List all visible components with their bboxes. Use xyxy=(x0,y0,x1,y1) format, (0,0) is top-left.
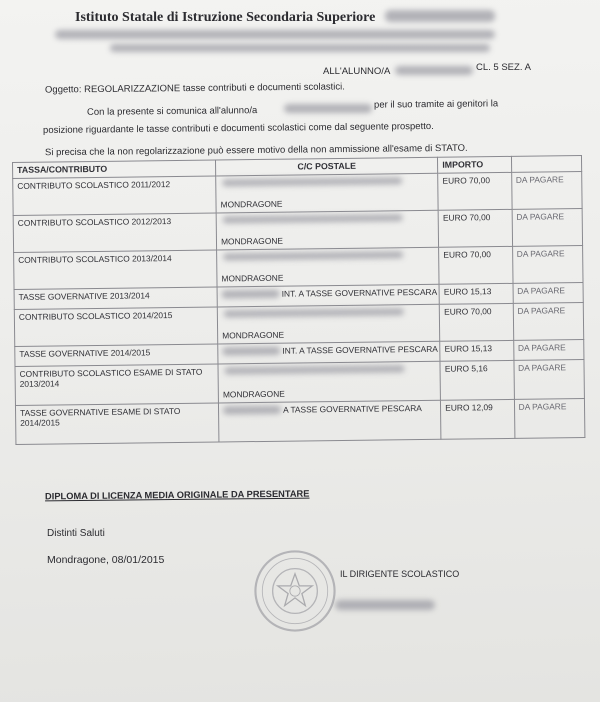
cell-importo: EURO 5,16 xyxy=(440,360,514,400)
place-date: Mondragone, 08/01/2015 xyxy=(47,554,165,566)
header-stato xyxy=(511,156,582,173)
redacted-account-number xyxy=(222,177,402,186)
cell-tassa: TASSE GOVERNATIVE 2014/2015 xyxy=(15,344,218,366)
cell-cc xyxy=(218,361,441,403)
cell-cc xyxy=(216,173,439,213)
subject-line xyxy=(45,81,345,95)
cell-cc xyxy=(218,341,440,364)
cell-stato: DA PAGARE xyxy=(513,340,584,361)
header-tassa: TASSA/CONTRIBUTO xyxy=(13,160,216,178)
redacted-address-line xyxy=(55,30,495,39)
subject-label: Oggetto: xyxy=(44,84,82,96)
school-seal-icon xyxy=(252,548,338,634)
cell-cc xyxy=(219,400,442,442)
cell-tassa: CONTRIBUTO SCOLASTICO ESAME DI STATO 2013/2014 xyxy=(15,364,219,405)
cell-importo: EURO 70,00 xyxy=(438,172,512,210)
addressee-class: CL. 5 SEZ. A xyxy=(476,62,531,73)
cell-importo: EURO 15,13 xyxy=(440,340,514,361)
redacted-account-number xyxy=(222,290,280,299)
cell-cc-text: MONDRAGONE xyxy=(221,272,284,284)
cell-cc-text: MONDRAGONE xyxy=(220,198,283,210)
cell-tassa: CONTRIBUTO SCOLASTICO 2011/2012 xyxy=(13,176,216,215)
redacted-account-number xyxy=(225,365,405,374)
cell-importo: EURO 15,13 xyxy=(439,283,513,304)
institute-name: Istituto Statale di Istruzione Secondaria Superiore xyxy=(75,10,376,25)
body-line-1-start: Con la presente si comunica all'alunno/a xyxy=(86,105,258,118)
cell-cc-text: MONDRAGONE xyxy=(222,388,285,400)
cell-cc-text: MONDRAGONE xyxy=(220,235,283,247)
cell-stato: DA PAGARE xyxy=(513,303,584,341)
cell-importo: EURO 12,09 xyxy=(441,399,515,439)
cell-tassa: TASSE GOVERNATIVE 2013/2014 xyxy=(14,287,217,309)
header-cc-postale: C/C POSTALE xyxy=(216,157,438,176)
principal-title: IL DIRIGENTE SCOLASTICO xyxy=(340,569,460,579)
redacted-institute-suffix xyxy=(385,10,495,22)
cell-cc xyxy=(217,284,439,307)
cell-importo: EURO 70,00 xyxy=(438,209,512,247)
redacted-account-number xyxy=(223,251,403,260)
redacted-signature xyxy=(335,600,435,610)
cell-importo: EURO 70,00 xyxy=(439,303,513,341)
cell-tassa: CONTRIBUTO SCOLASTICO 2013/2014 xyxy=(14,250,217,289)
cell-tassa: CONTRIBUTO SCOLASTICO 2014/2015 xyxy=(14,307,217,346)
cell-importo: EURO 70,00 xyxy=(439,246,513,284)
closing-greeting: Distinti Saluti xyxy=(47,528,105,539)
table-row xyxy=(15,399,584,445)
fees-table xyxy=(12,155,585,445)
cell-cc-text: A TASSE GOVERNATIVE PESCARA xyxy=(283,403,422,415)
redacted-account-number xyxy=(222,347,280,356)
diploma-notice: DIPLOMA DI LICENZA MEDIA ORIGINALE DA PRESENTARE xyxy=(44,488,310,502)
body-line-1-end: per il suo tramite ai genitori la xyxy=(373,98,499,111)
redacted-student-name-2 xyxy=(284,104,372,113)
subject-text: REGOLARIZZAZIONE tasse contributi e documenti scolastici. xyxy=(84,81,345,96)
cell-stato: DA PAGARE xyxy=(512,246,583,284)
cell-stato: DA PAGARE xyxy=(512,209,583,247)
redacted-account-number xyxy=(224,308,404,317)
cell-stato: DA PAGARE xyxy=(511,172,582,210)
body-line-2: posizione riguardante le tasse contributi e documenti scolastici come dal seguente prospetto. xyxy=(42,120,434,137)
cell-tassa: CONTRIBUTO SCOLASTICO 2012/2013 xyxy=(13,213,216,252)
cell-cc xyxy=(217,304,440,344)
cell-cc-text: INT. A TASSE GOVERNATIVE PESCARA xyxy=(281,286,438,299)
redacted-student-name xyxy=(395,66,473,75)
header-importo: IMPORTO xyxy=(438,156,512,173)
cell-stato: DA PAGARE xyxy=(514,399,585,439)
redacted-contact-line xyxy=(110,44,490,52)
redacted-account-number xyxy=(223,406,281,415)
redacted-account-number xyxy=(223,214,403,223)
cell-tassa: TASSE GOVERNATIVE ESAME DI STATO 2014/2015 xyxy=(15,403,219,444)
cell-cc-text: MONDRAGONE xyxy=(222,329,285,341)
cell-stato: DA PAGARE xyxy=(513,283,584,304)
cell-cc-text: INT. A TASSE GOVERNATIVE PESCARA xyxy=(282,343,438,356)
addressee-label: ALL'ALUNNO/A xyxy=(323,66,391,77)
cell-stato: DA PAGARE xyxy=(514,360,585,400)
warning-line: Si precisa che la non regolarizzazione può essere motivo della non ammissione all'esame di STATO. xyxy=(44,142,468,159)
fees-table-wrapper xyxy=(12,155,585,445)
cell-cc xyxy=(217,247,440,287)
cell-cc xyxy=(216,210,439,250)
